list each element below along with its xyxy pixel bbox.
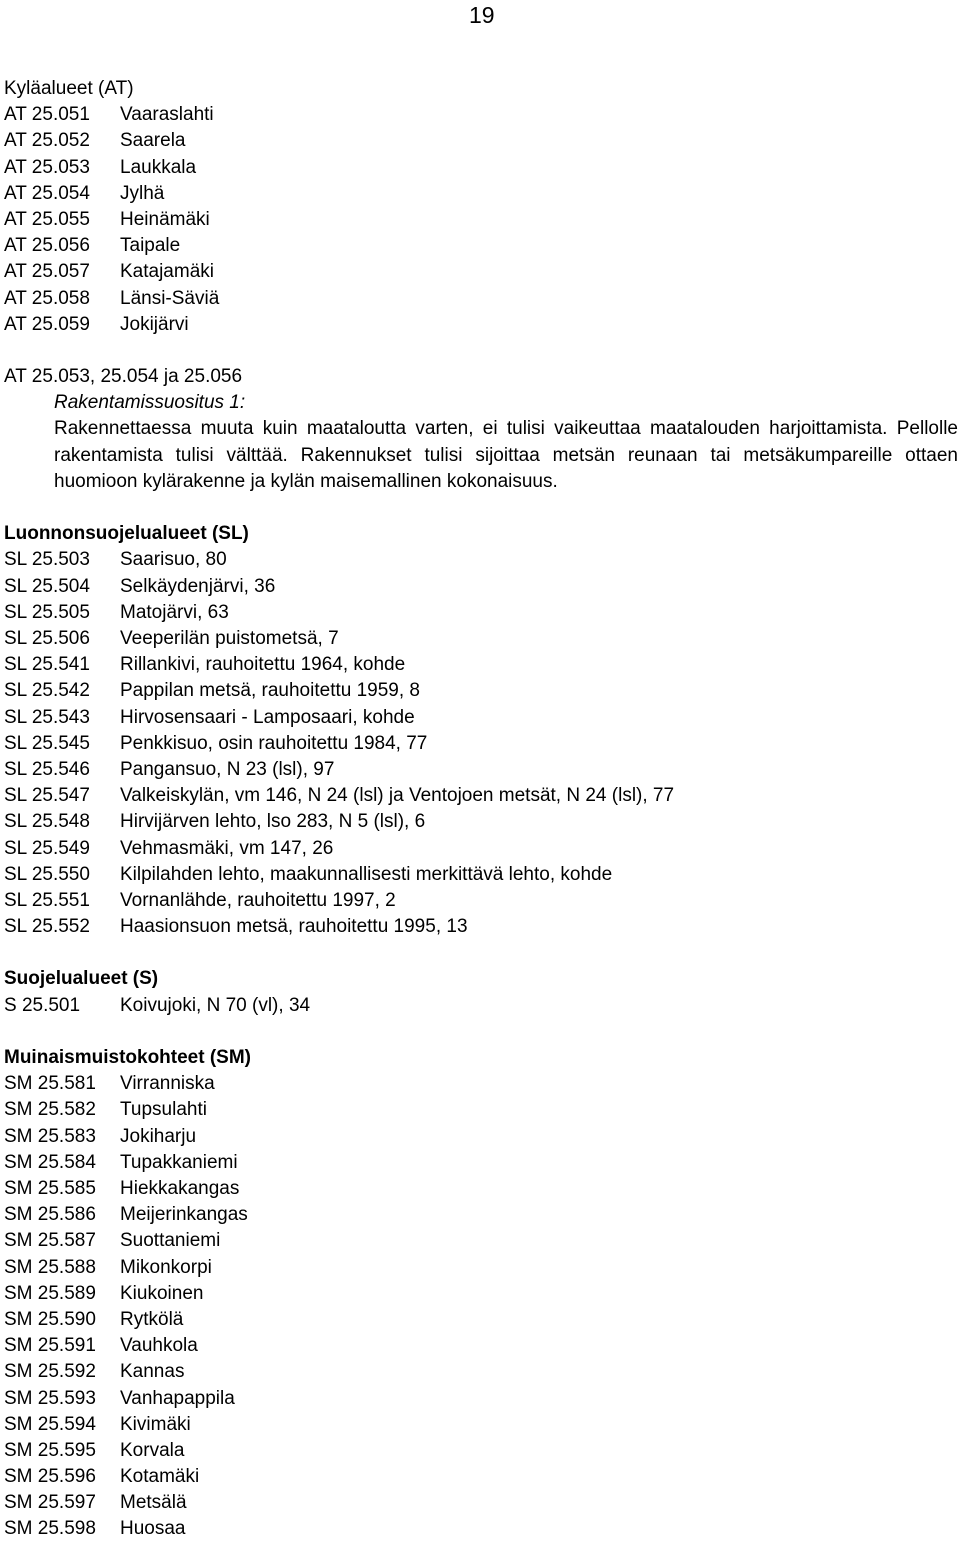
list-item <box>4 993 960 1019</box>
document-body <box>4 76 960 1543</box>
item-name: Meijerinkangas <box>120 1204 248 1226</box>
item-name: Kilpilahden lehto, maakunnallisesti merkittävä lehto, kohde <box>120 863 613 885</box>
item-name: Veeperilän puistometsä, 7 <box>120 628 339 650</box>
list-item <box>4 1307 960 1333</box>
list-item <box>4 1097 960 1123</box>
list-item <box>4 574 960 600</box>
section-title-heritage-sites: Muinaismuistokohteet (SM) <box>4 1047 252 1069</box>
item-code: SL 25.542 <box>4 680 90 702</box>
section-title-villages: Kyläalueet (AT) <box>4 78 134 99</box>
item-name: Tupakkaniemi <box>120 1151 238 1173</box>
list-item <box>4 809 960 835</box>
item-code: AT 25.052 <box>4 130 90 152</box>
list-item <box>4 128 960 154</box>
list-item <box>4 1150 960 1176</box>
item-code: SM 25.585 <box>4 1178 96 1200</box>
list-item <box>4 678 960 704</box>
item-code: SL 25.546 <box>4 758 90 780</box>
item-code: SM 25.593 <box>4 1387 96 1409</box>
list-item <box>4 547 960 573</box>
item-code: SL 25.545 <box>4 732 90 754</box>
item-name: Heinämäki <box>120 208 210 230</box>
item-code: SM 25.595 <box>4 1439 96 1461</box>
item-name: Selkäydenjärvi, 36 <box>120 575 276 597</box>
villages-list <box>4 102 960 338</box>
list-item <box>4 1333 960 1359</box>
note-title: Rakentamissuositus 1: <box>54 392 246 414</box>
list-item <box>4 1176 960 1202</box>
item-name: Kotamäki <box>120 1466 200 1488</box>
item-code: SL 25.551 <box>4 889 90 911</box>
list-item <box>4 888 960 914</box>
item-code: SM 25.592 <box>4 1361 96 1383</box>
item-name: Mikonkorpi <box>120 1256 212 1278</box>
item-name: Vaaraslahti <box>120 104 214 126</box>
item-code: SM 25.594 <box>4 1413 96 1435</box>
item-name: Vornanlähde, rauhoitettu 1997, 2 <box>120 889 396 911</box>
item-name: Tupsulahti <box>120 1099 207 1121</box>
list-item <box>4 102 960 128</box>
item-code: AT 25.055 <box>4 208 90 230</box>
item-name: Metsälä <box>120 1492 187 1514</box>
list-item <box>4 259 960 285</box>
item-name: Huosaa <box>120 1518 186 1540</box>
item-code: SM 25.583 <box>4 1125 96 1147</box>
item-name: Hirvosensaari - Lamposaari, kohde <box>120 706 415 728</box>
item-code: SM 25.586 <box>4 1204 96 1226</box>
item-name: Rytkölä <box>120 1308 184 1330</box>
item-code: S 25.501 <box>4 994 81 1016</box>
section-protected-areas <box>4 966 960 1018</box>
list-item <box>4 207 960 233</box>
section-villages <box>4 76 960 495</box>
list-item <box>4 1412 960 1438</box>
list-item <box>4 652 960 678</box>
item-code: SL 25.552 <box>4 916 90 938</box>
list-item <box>4 1490 960 1516</box>
heritage-sites-list <box>4 1071 960 1542</box>
item-code: SL 25.547 <box>4 785 90 807</box>
item-code: SL 25.549 <box>4 837 90 859</box>
item-name: Jokiharju <box>120 1125 197 1147</box>
item-name: Valkeiskylän, vm 146, N 24 (lsl) ja Ventojoen metsät, N 24 (lsl), 77 <box>120 785 675 807</box>
list-item <box>4 233 960 259</box>
item-code: SL 25.548 <box>4 811 90 833</box>
item-name: Virranniska <box>120 1073 215 1095</box>
list-item <box>4 731 960 757</box>
section-nature-reserves <box>4 521 960 940</box>
item-name: Koivujoki, N 70 (vl), 34 <box>120 994 311 1016</box>
item-name: Suottaniemi <box>120 1230 221 1252</box>
list-item <box>4 181 960 207</box>
item-code: AT 25.058 <box>4 287 90 309</box>
list-item <box>4 1516 960 1542</box>
item-name: Hirvijärven lehto, lso 283, N 5 (lsl), 6 <box>120 811 426 833</box>
list-item <box>4 1255 960 1281</box>
item-code: SM 25.582 <box>4 1099 96 1121</box>
spacer <box>4 495 960 521</box>
item-name: Korvala <box>120 1439 185 1461</box>
item-name: Taipale <box>120 235 181 257</box>
item-name: Kivimäki <box>120 1413 191 1435</box>
list-item <box>4 1281 960 1307</box>
spacer <box>4 1019 960 1045</box>
item-name: Hiekkakangas <box>120 1178 240 1200</box>
section-heritage-sites <box>4 1045 960 1543</box>
item-name: Matojärvi, 63 <box>120 601 229 623</box>
list-item <box>4 1228 960 1254</box>
list-item <box>4 626 960 652</box>
item-code: SM 25.591 <box>4 1335 96 1357</box>
item-code: AT 25.051 <box>4 104 90 126</box>
item-code: SM 25.587 <box>4 1230 96 1252</box>
list-item <box>4 836 960 862</box>
item-code: SL 25.505 <box>4 601 90 623</box>
nature-reserves-list <box>4 547 960 940</box>
item-code: SM 25.598 <box>4 1518 96 1540</box>
list-item <box>4 600 960 626</box>
item-name: Laukkala <box>120 156 197 178</box>
item-name: Penkkisuo, osin rauhoitettu 1984, 77 <box>120 732 428 754</box>
section-title-nature-reserves: Luonnonsuojelualueet (SL) <box>4 523 249 545</box>
list-item <box>4 1124 960 1150</box>
page-number: 19 <box>469 2 495 28</box>
item-name: Vauhkola <box>120 1335 198 1357</box>
item-code: AT 25.053 <box>4 156 90 178</box>
item-code: SL 25.504 <box>4 575 90 597</box>
list-item <box>4 286 960 312</box>
item-name: Länsi-Säviä <box>120 287 220 309</box>
item-code: AT 25.057 <box>4 261 90 283</box>
spacer <box>4 940 960 966</box>
item-name: Kannas <box>120 1361 185 1383</box>
spacer <box>4 338 960 364</box>
item-name: Rillankivi, rauhoitettu 1964, kohde <box>120 654 406 676</box>
item-name: Vanhapappila <box>120 1387 235 1409</box>
item-name: Jylhä <box>120 182 165 204</box>
item-name: Jokijärvi <box>120 313 189 335</box>
item-code: SL 25.541 <box>4 654 90 676</box>
list-item <box>4 1438 960 1464</box>
list-item <box>4 1464 960 1490</box>
section-title-protected-areas: Suojelualueet (S) <box>4 968 159 990</box>
item-code: AT 25.056 <box>4 235 90 257</box>
item-code: SM 25.584 <box>4 1151 96 1173</box>
item-name: Pangansuo, N 23 (lsl), 97 <box>120 758 335 780</box>
list-item <box>4 1386 960 1412</box>
item-code: AT 25.059 <box>4 313 90 335</box>
item-code: SM 25.597 <box>4 1492 96 1514</box>
item-code: SL 25.506 <box>4 628 90 650</box>
item-name: Katajamäki <box>120 261 214 283</box>
list-item <box>4 155 960 181</box>
list-item <box>4 312 960 338</box>
protected-areas-list <box>4 993 960 1019</box>
item-name: Saarela <box>120 130 186 152</box>
list-item <box>4 757 960 783</box>
item-code: SM 25.589 <box>4 1282 96 1304</box>
item-name: Kiukoinen <box>120 1282 204 1304</box>
note-body: Rakennettaessa muuta kuin maataloutta varten, ei tulisi vaikeuttaa maatalouden harjoittamista. Pellolle rakentamista tulisi välttää. Rakennukset tulisi sijoittaa metsän reunaan tai metsäkumpareille ottaen huomioon kylärakenne ja kylän maisemallinen kokonaisuus. <box>54 418 958 492</box>
item-code: SM 25.590 <box>4 1308 96 1330</box>
list-item <box>4 1071 960 1097</box>
list-item <box>4 705 960 731</box>
item-code: SL 25.543 <box>4 706 90 728</box>
item-name: Vehmasmäki, vm 147, 26 <box>120 837 334 859</box>
item-name: Pappilan metsä, rauhoitettu 1959, 8 <box>120 680 420 702</box>
item-code: SM 25.596 <box>4 1466 96 1488</box>
list-item <box>4 1202 960 1228</box>
item-code: SL 25.550 <box>4 863 90 885</box>
item-code: SM 25.588 <box>4 1256 96 1278</box>
item-name: Saarisuo, 80 <box>120 549 227 571</box>
note-reference: AT 25.053, 25.054 ja 25.056 <box>4 366 243 388</box>
list-item <box>4 862 960 888</box>
item-code: SL 25.503 <box>4 549 90 571</box>
list-item <box>4 783 960 809</box>
item-code: AT 25.054 <box>4 182 90 204</box>
list-item <box>4 1359 960 1385</box>
item-code: SM 25.581 <box>4 1073 96 1095</box>
list-item <box>4 914 960 940</box>
item-name: Haasionsuon metsä, rauhoitettu 1995, 13 <box>120 916 468 938</box>
